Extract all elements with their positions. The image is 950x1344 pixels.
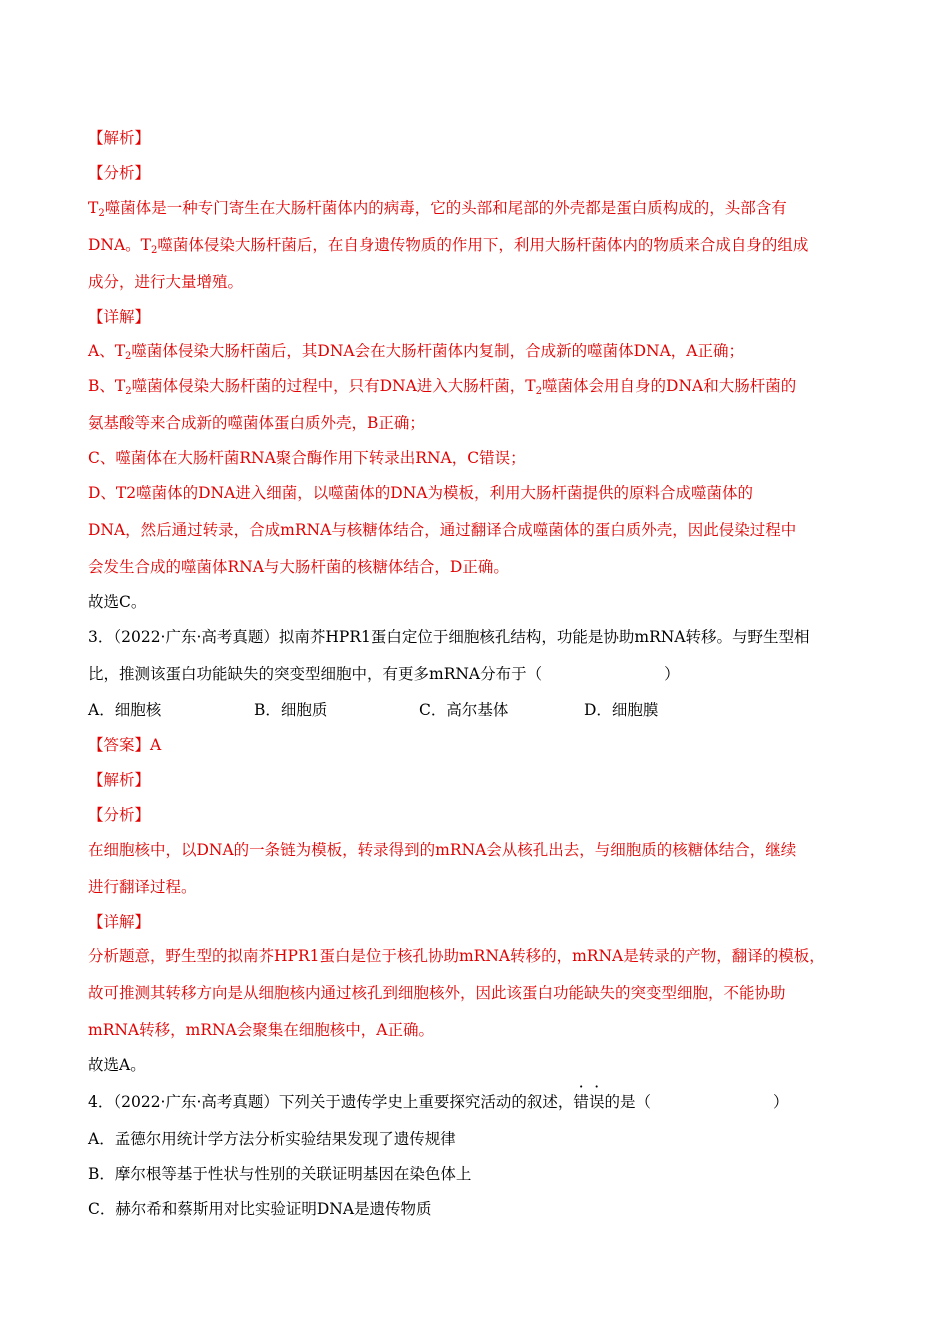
q2-detail-d-line-2: DNA，然后通过转录，合成mRNA与核糖体结合，通过翻译合成噬菌体的蛋白质外壳，因此侵染过程中	[88, 521, 797, 539]
q2-analysis-line-2: DNA。$T_2$噬菌体侵染大肠杆菌后，在自身遗传物质的作用下，利用大肠杆菌体内的物质来合成自身的组成	[88, 236, 809, 256]
q2-analysis-line-1: $T_2$噬菌体是一种专门寄生在大肠杆菌体内的病毒，它的头部和尾部的外壳都是蛋白质构成的，头部含有	[88, 199, 787, 219]
q3-detail-line-3: mRNA转移，mRNA会聚集在细胞核中，A正确。	[88, 1021, 434, 1039]
q2-detail-b-line-1: B、$T_2$噬菌体侵染大肠杆菌的过程中，只有DNA进入大肠杆菌，$T_2$噬菌体会用自身的DNA和大肠杆菌的	[88, 377, 797, 397]
q3-jiexi-tag: 【解析】	[88, 771, 151, 789]
q2-detail-a: A、$T_2$噬菌体侵染大肠杆菌后，其DNA会在大肠杆菌体内复制，合成新的噬菌体DNA，A正确；	[88, 342, 744, 362]
emphasis-dot-char: 误	[588, 1093, 605, 1111]
q2-fenxi-tag: 【分析】	[88, 164, 151, 182]
q2-analysis-line-3: 成分，进行大量增殖。	[88, 273, 244, 291]
emphasis-dot-char: 错	[573, 1093, 589, 1111]
q2-conclusion: 故选C。	[88, 593, 147, 611]
q4-stem: 4．（2022·广东·高考真题）下列关于遗传学史上重要探究活动的叙述，错误的是（ ）	[88, 1093, 789, 1111]
q3-detail-line-1: 分析题意，野生型的拟南芥HPR1蛋白是位于核孔协助mRNA转移的，mRNA是转录的产物，翻译的模板，	[88, 947, 825, 965]
q3-option-d: D．细胞膜	[584, 701, 659, 719]
q4-option-c: C．赫尔希和蔡斯用对比实验证明DNA是遗传物质	[88, 1200, 432, 1218]
q2-detail-d-line-3: 会发生合成的噬菌体RNA与大肠杆菌的核糖体结合，D正确。	[88, 558, 509, 576]
q3-conclusion: 故选A。	[88, 1056, 146, 1074]
q3-option-c: C．高尔基体	[419, 701, 509, 719]
q2-detail-c: C、噬菌体在大肠杆菌RNA聚合酶作用下转录出RNA，C错误；	[88, 449, 526, 467]
q3-xiangjie-tag: 【详解】	[88, 913, 151, 931]
q3-option-a: A．细胞核	[88, 701, 162, 719]
q3-analysis-line-2: 进行翻译过程。	[88, 878, 197, 896]
q2-detail-d-line-1: D、T2噬菌体的DNA进入细菌，以噬菌体的DNA为模板，利用大肠杆菌提供的原料合成噬菌体的	[88, 484, 753, 502]
q2-xiangjie-tag: 【详解】	[88, 308, 151, 326]
q4-option-b: B．摩尔根等基于性状与性别的关联证明基因在染色体上	[88, 1165, 472, 1183]
q3-answer: 【答案】A	[88, 736, 162, 754]
q4-option-a: A．孟德尔用统计学方法分析实验结果发现了遗传规律	[88, 1130, 456, 1148]
q3-stem-line-1: 3．（2022·广东·高考真题）拟南芥HPR1蛋白定位于细胞核孔结构，功能是协助mRNA转移。与野生型相	[88, 628, 810, 646]
q2-jiexi-tag: 【解析】	[88, 129, 151, 147]
q3-option-b: B．细胞质	[254, 701, 328, 719]
q2-detail-b-line-2: 氨基酸等来合成新的噬菌体蛋白质外壳，B正确；	[88, 414, 425, 432]
q3-stem-line-2: 比，推测该蛋白功能缺失的突变型细胞中，有更多mRNA分布于（ ）	[88, 665, 680, 683]
q3-analysis-line-1: 在细胞核中，以DNA的一条链为模板，转录得到的mRNA会从核孔出去，与细胞质的核糖体结合，继续	[88, 841, 797, 859]
q3-fenxi-tag: 【分析】	[88, 806, 151, 824]
q3-detail-line-2: 故可推测其转移方向是从细胞核内通过核孔到细胞核外，因此该蛋白功能缺失的突变型细胞，不能协助	[88, 984, 786, 1002]
